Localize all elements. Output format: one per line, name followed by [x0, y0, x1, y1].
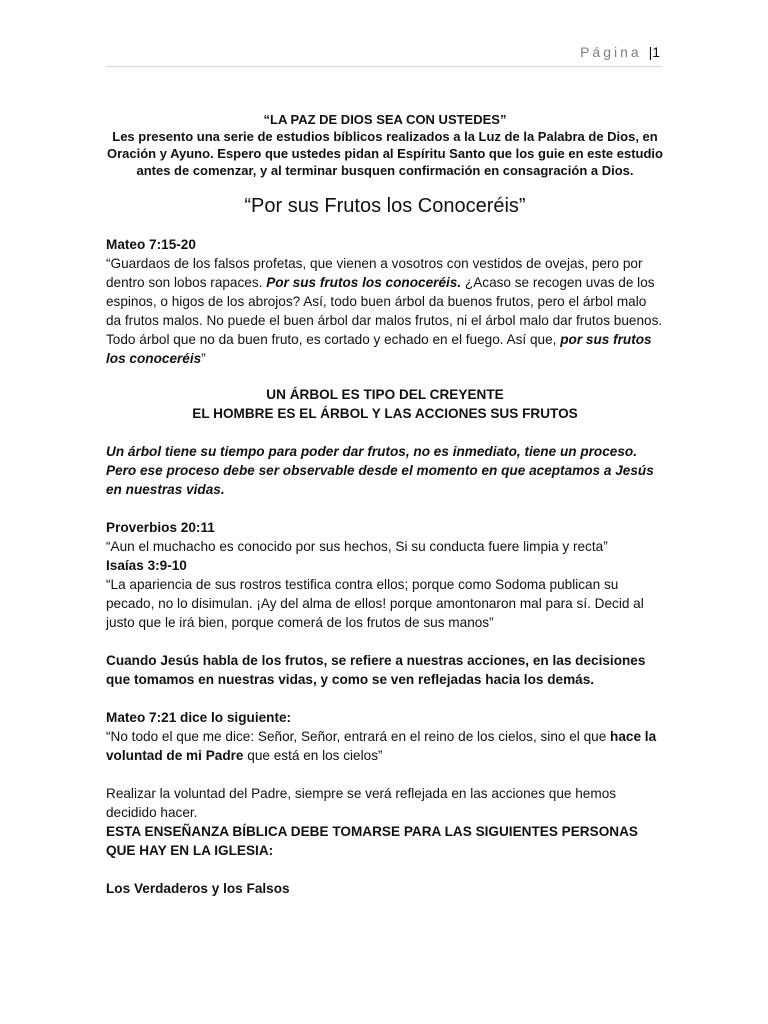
- proverbios-quote: “Aun el muchacho es conocido por sus hechos, Si su conducta fuere limpia y recta”: [106, 539, 608, 554]
- mateo-reference: Mateo 7:15-20: [106, 237, 196, 252]
- mateo-quote-emphasis-a: Por sus frutos los conoceréis.: [266, 275, 462, 290]
- isaias-reference: Isaías 3:9-10: [106, 558, 187, 573]
- mateo-21-text-a: “No todo el que me dice: Señor, Señor, entrará en el reino de los cielos, sino el que: [106, 729, 611, 744]
- section-heading-1: UN ÁRBOL ES TIPO DEL CREYENTE: [266, 387, 504, 402]
- final-heading: Los Verdaderos y los Falsos: [106, 881, 290, 896]
- mateo-21-quote: [106, 727, 664, 765]
- page-number: 1: [652, 44, 660, 60]
- mateo-21-text-b: que está en los cielos”: [243, 748, 383, 763]
- section-heading-2: EL HOMBRE ES EL ÁRBOL Y LAS ACCIONES SUS FRUTOS: [192, 406, 578, 421]
- document-title: “Por sus Frutos los Conoceréis”: [244, 195, 526, 217]
- emphasis-paragraph: Un árbol tiene su tiempo para poder dar frutos, no es inmediato, tiene un proceso. Pero ese proceso debe ser observable desde el momento en que aceptamos a Jesús en nuestras vidas.: [106, 444, 654, 497]
- page-label: Página: [580, 44, 642, 60]
- isaias-quote: “La apariencia de sus rostros testifica contra ellos; porque como Sodoma publican su pecado, no lo disimulan. ¡Ay del alma de ellos! porque amontonaron mal para sí. Decid al justo que le irá bien, porque comerá de los frutos de sus manos”: [106, 577, 644, 630]
- mateo-21-reference: Mateo 7:21 dice lo siguiente:: [106, 710, 292, 725]
- proverbios-reference: Proverbios 20:11: [106, 520, 215, 535]
- mateo-quote-emphasis-b: por sus frutos los conoceréis: [106, 332, 652, 366]
- page-header: [106, 44, 662, 67]
- intro-paragraph: Les presento una serie de estudios bíblicos realizados a la Luz de la Palabra de Dios, en Oración y Ayuno. Espero que ustedes pidan al Espíritu Santo que los guie en este estudio antes de comenzar, y al terminar busquen confirmación en consagración a Dios.: [107, 129, 663, 178]
- mateo-quote: [106, 254, 664, 368]
- mateo-quote-text-c: ”: [201, 351, 206, 366]
- closing-paragraph: Realizar la voluntad del Padre, siempre se verá reflejada en las acciones que hemos decidido hacer.: [106, 786, 617, 820]
- page-number-label: [580, 44, 660, 60]
- closing-caps-paragraph: ESTA ENSEÑANZA BÍBLICA DEBE TOMARSE PARA LAS SIGUIENTES PERSONAS QUE HAY EN LA IGLESIA:: [106, 824, 638, 858]
- page-separator: |: [648, 44, 653, 60]
- mateo-21-bold: hace la voluntad de mi Padre: [106, 729, 657, 763]
- frutos-paragraph: Cuando Jesús habla de los frutos, se refiere a nuestras acciones, en las decisiones que tomamos en nuestras vidas, y como se ven reflejadas hacia los demás.: [106, 653, 646, 687]
- document-body: [106, 111, 664, 898]
- mateo-quote-text-a: “Guardaos de los falsos profetas, que vienen a vosotros con vestidos de ovejas, pero por dentro son lobos rapaces.: [106, 256, 643, 290]
- mateo-quote-text-b: ¿Acaso se recogen uvas de los espinos, o higos de los abrojos? Así, todo buen árbol da buenos frutos, pero el árbol malo da frutos malos. No puede el buen árbol dar malos frutos, ni el árbol malo dar frutos buenos. Todo árbol que no da buen fruto, es cortado y echado en el fuego. Así que,: [106, 275, 663, 347]
- intro-greeting: “LA PAZ DE DIOS SEA CON USTEDES”: [263, 112, 507, 127]
